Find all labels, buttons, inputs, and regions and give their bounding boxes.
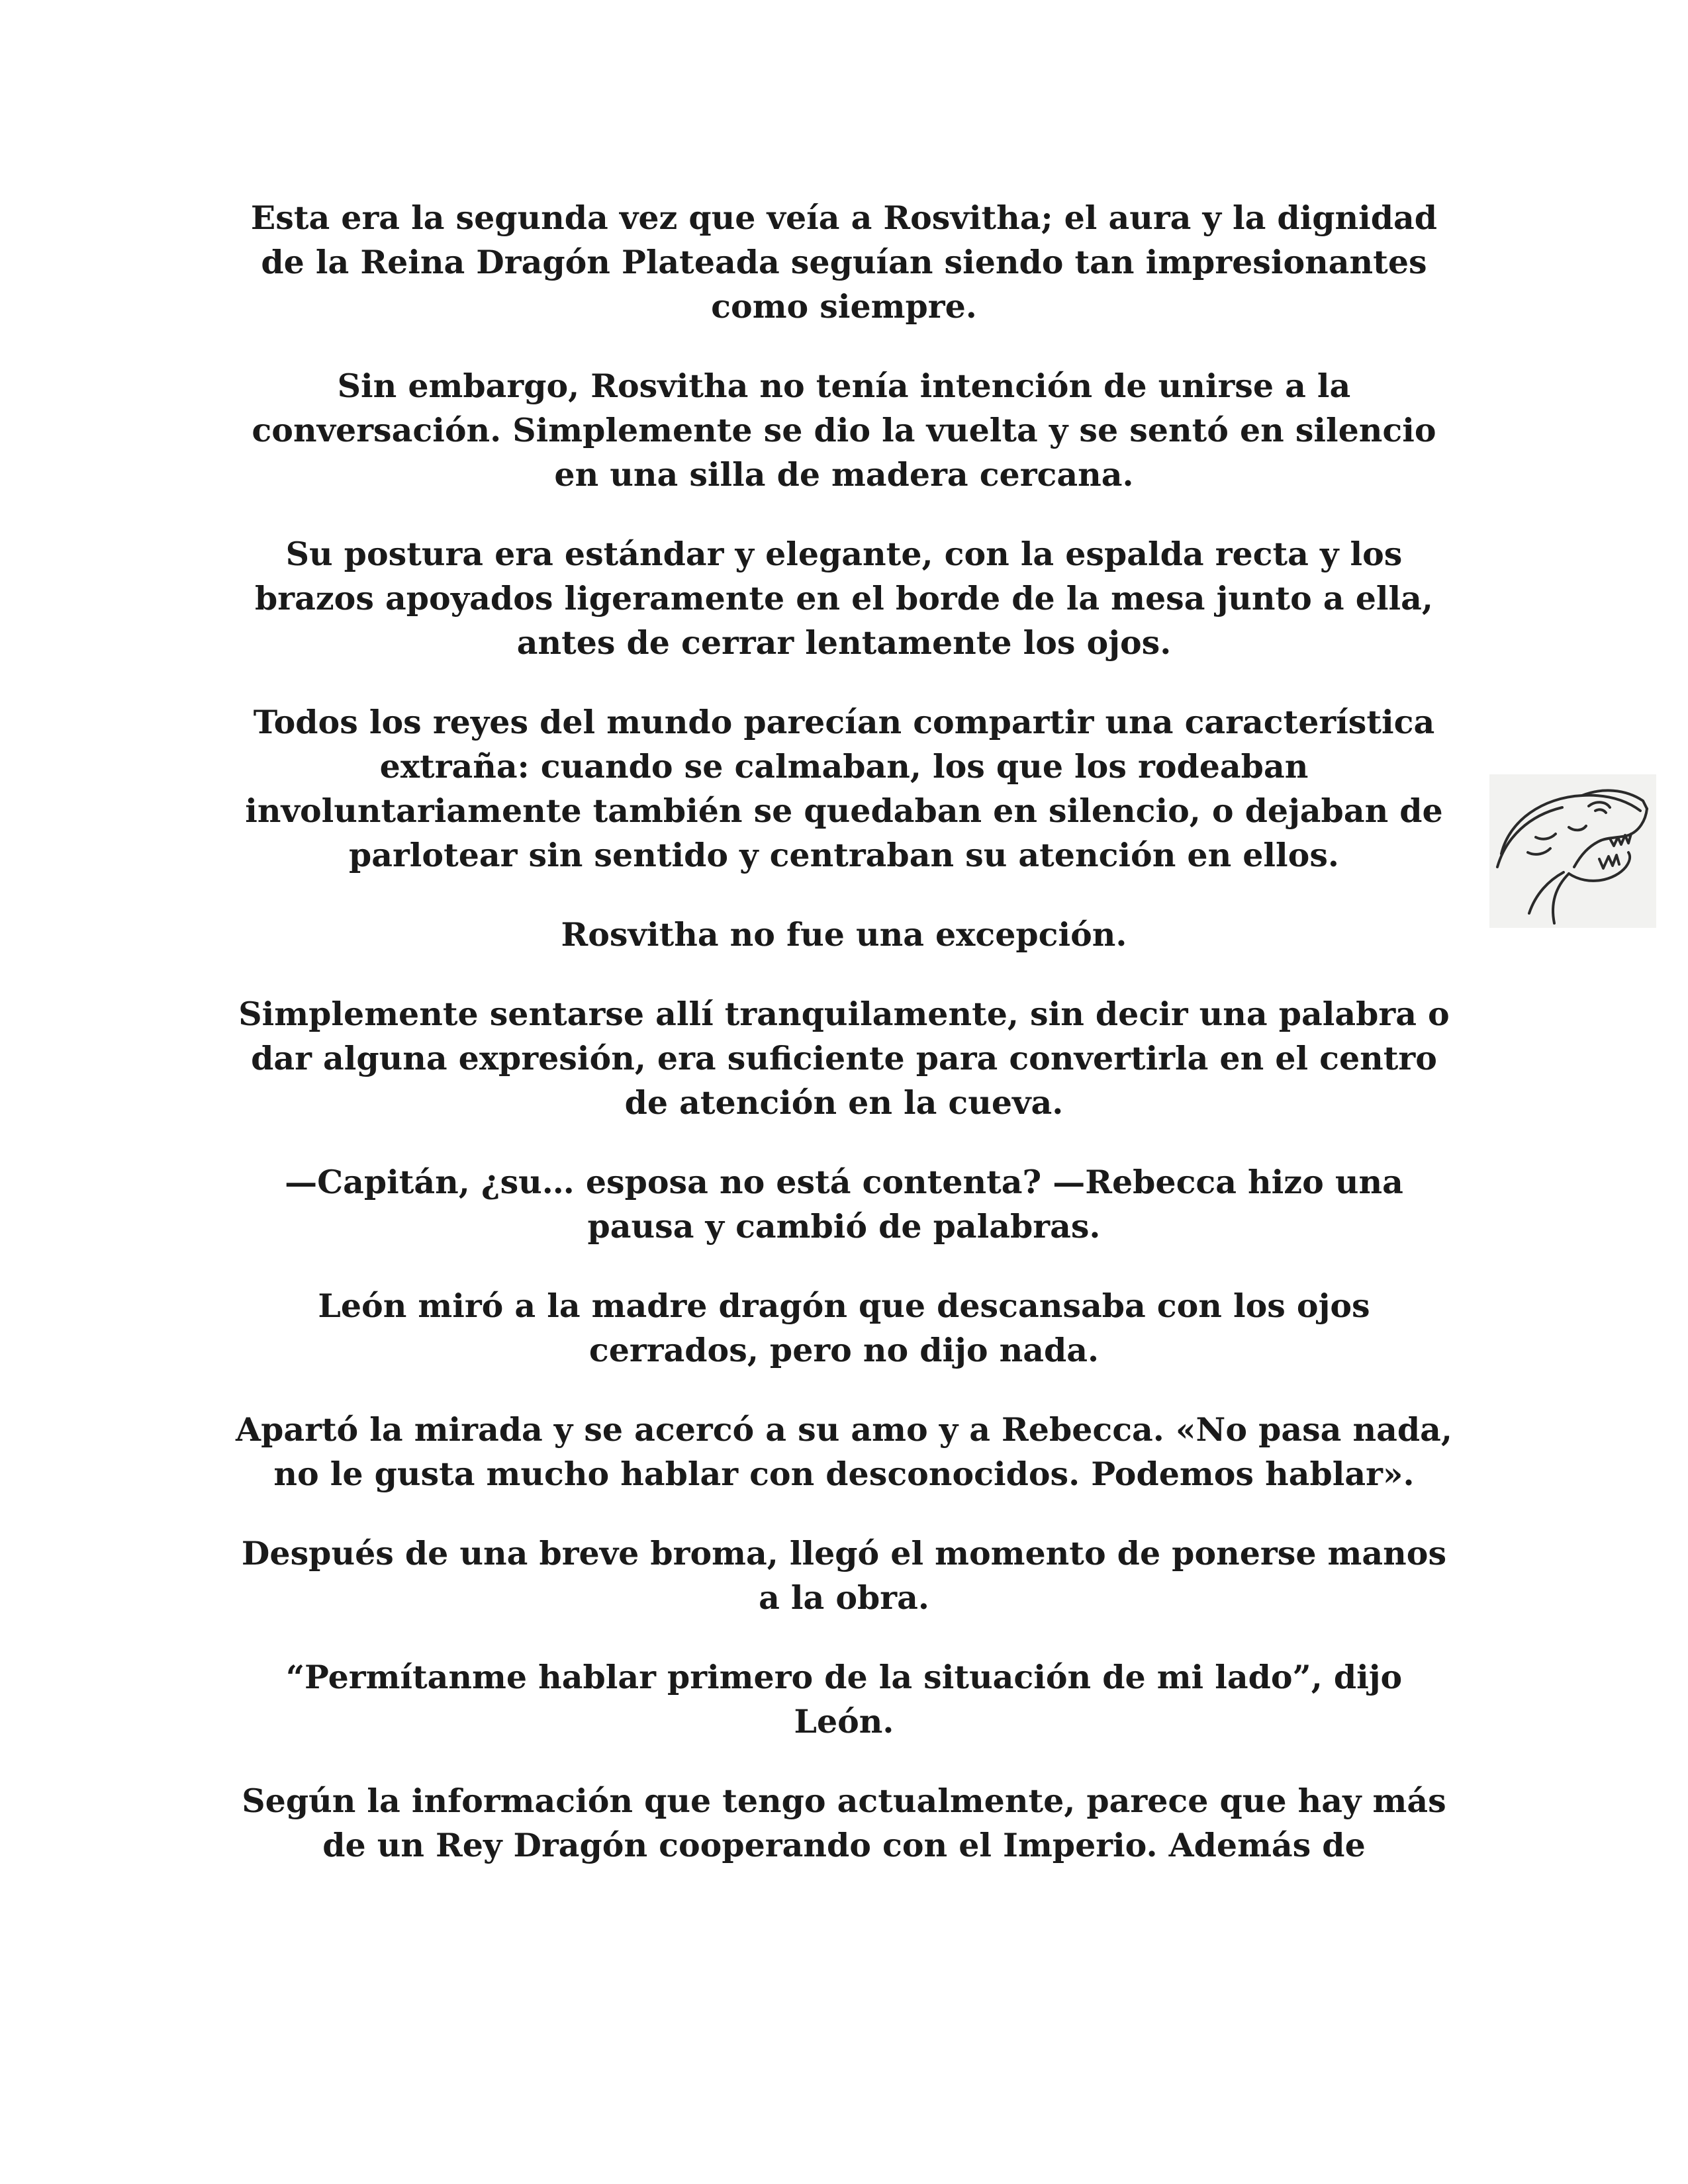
- paragraph-11: “Permítanme hablar primero de la situación de mi lado”, dijo León.: [285, 1658, 1403, 1741]
- paragraph-4: Todos los reyes del mundo parecían compartir una característica extraña: cuando se calmaban, los que los rodeaban involuntariamente también se quedaban en silencio, o dejaban de parlotear sin sentido y centraban su atención en ellos.: [245, 703, 1443, 874]
- paragraph-9: Apartó la mirada y se acercó a su amo y a Rebecca. «No pasa nada, no le gusta mucho hablar con desconocidos. Podemos hablar».: [236, 1410, 1452, 1493]
- paragraph-10: Después de una breve broma, llegó el momento de ponerse manos a la obra.: [241, 1534, 1447, 1617]
- dinosaur-head-sketch-icon: [1489, 774, 1656, 928]
- paragraph-7: —Capitán, ¿su… esposa no está contenta? —Rebecca hizo una pausa y cambió de palabras.: [285, 1163, 1403, 1246]
- paragraph-2: Sin embargo, Rosvitha no tenía intención de unirse a la conversación. Simplemente se dio la vuelta y se sentó en silencio en una silla de madera cercana.: [252, 367, 1436, 494]
- paragraph-8: León miró a la madre dragón que descansaba con los ojos cerrados, pero no dijo nada.: [318, 1287, 1370, 1369]
- paragraph-12: Según la información que tengo actualmente, parece que hay más de un Rey Dragón cooperando con el Imperio. Además de: [242, 1782, 1446, 1864]
- paragraph-6: Simplemente sentarse allí tranquilamente, sin decir una palabra o dar alguna expresión, era suficiente para convertirla en el centro de atención en la cueva.: [238, 995, 1450, 1122]
- paragraph-5: Rosvitha no fue una excepción.: [561, 915, 1127, 954]
- body-text: [235, 196, 1453, 1903]
- paragraph-3: Su postura era estándar y elegante, con la espalda recta y los brazos apoyados ligeramente en el borde de la mesa junto a ella, antes de cerrar lentamente los ojos.: [255, 535, 1433, 662]
- paragraph-1: Esta era la segunda vez que veía a Rosvitha; el aura y la dignidad de la Reina Dragón Plateada seguían siendo tan impresionantes como siempre.: [250, 199, 1438, 326]
